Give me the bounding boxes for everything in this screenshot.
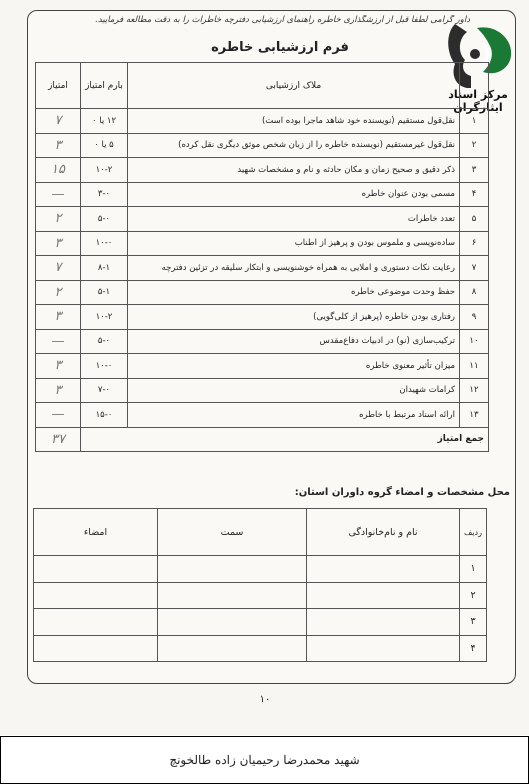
criterion-number: ۲ [460, 133, 489, 158]
criterion-text: کرامات شهیدان [128, 378, 460, 403]
criterion-score: ۳ [36, 133, 81, 158]
criterion-text: مسمی بودن عنوان خاطره [128, 182, 460, 207]
jury-col-row: ردیف [460, 509, 487, 556]
criterion-range: ۱۰-۲ [81, 305, 128, 330]
intro-text: داور گرامی لطفاً قبل از ارزشگذاری خاطره راهنمای ارزشیابی دفترچه خاطرات را به دقت مطالعه فرمایید. [95, 15, 470, 25]
criterion-text: رفتاری بودن خاطره (پرهیز از کلی‌گویی) [128, 305, 460, 330]
total-label: جمع امتیاز [81, 427, 489, 452]
criterion-number: ۱۲ [460, 378, 489, 403]
jury-sign-cell[interactable] [34, 609, 158, 636]
evaluation-row [36, 231, 489, 256]
criterion-text: رعایت نکات دستوری و املایی به همراه خوشنویسی و ابتکار سلیقه در تزئین دفترچه [128, 256, 460, 281]
criterion-number: ۱ [460, 109, 489, 134]
jury-row-number: ۴ [460, 635, 487, 662]
jury-col-sign: امضاء [34, 509, 158, 556]
page-number: ۱۰ [259, 694, 271, 705]
criterion-score: — [36, 403, 81, 428]
criterion-score: ۳ [36, 354, 81, 379]
criterion-text: ترکیب‌سازی (نو) در ادبیات دفاع‌مقدس [128, 329, 460, 354]
criterion-number: ۴ [460, 182, 489, 207]
jury-row-number: ۲ [460, 582, 487, 609]
criterion-range: ۵ یا ۰ [81, 133, 128, 158]
jury-name-cell[interactable] [307, 635, 460, 662]
col-score-header: امتیاز [36, 63, 81, 109]
criterion-range: ۱۰-۲ [81, 158, 128, 183]
criterion-range: ۵-۱ [81, 280, 128, 305]
jury-row-number: ۳ [460, 609, 487, 636]
criterion-score: ۲ [36, 280, 81, 305]
evaluation-row [36, 133, 489, 158]
criterion-text: ذکر دقیق و صحیح زمان و مکان حادثه و نام و مشخصات شهید [128, 158, 460, 183]
evaluation-row [36, 305, 489, 330]
jury-row [34, 609, 487, 636]
evaluation-row [36, 329, 489, 354]
jury-header-row [34, 509, 487, 556]
criterion-text: حفظ وحدت موضوعی خاطره [128, 280, 460, 305]
jury-sign-cell[interactable] [34, 582, 158, 609]
criterion-number: ۷ [460, 256, 489, 281]
col-criteria-header: ملاک ارزشیابی [128, 63, 460, 109]
criterion-score: — [36, 329, 81, 354]
jury-name-cell[interactable] [307, 582, 460, 609]
criterion-score: ۳ [36, 231, 81, 256]
jury-section-title: محل مشخصات و امضاء گروه داوران استان: [294, 487, 510, 498]
criterion-score: ۲ [36, 207, 81, 232]
evaluation-body [36, 109, 489, 428]
jury-body [34, 556, 487, 662]
criterion-number: ۱۱ [460, 354, 489, 379]
jury-post-cell[interactable] [158, 582, 307, 609]
criterion-number: ۱۰ [460, 329, 489, 354]
total-row [36, 427, 489, 452]
criterion-range: ۱۰-۰ [81, 354, 128, 379]
jury-sign-cell[interactable] [34, 635, 158, 662]
col-num-header [460, 63, 489, 109]
jury-name-cell[interactable] [307, 609, 460, 636]
criterion-range: ۱۲ یا ۰ [81, 109, 128, 134]
criterion-range: ۱۰-۰ [81, 231, 128, 256]
criterion-score: ۷ [36, 256, 81, 281]
jury-col-name: نام و نام‌خانوادگی [307, 509, 460, 556]
evaluation-table [35, 62, 489, 452]
evaluation-row [36, 158, 489, 183]
col-range-header: بارم امتیاز [81, 63, 128, 109]
criterion-range: ۵-۰ [81, 329, 128, 354]
evaluation-row [36, 109, 489, 134]
criterion-score: ۷ [36, 109, 81, 134]
jury-row [34, 582, 487, 609]
criterion-score: — [36, 182, 81, 207]
evaluation-row [36, 207, 489, 232]
criterion-number: ۵ [460, 207, 489, 232]
evaluation-row [36, 378, 489, 403]
caption-text: شهید محمدرضا رحیمیان زاده طالخونچ [169, 753, 360, 767]
criterion-score: ۱۵ [36, 158, 81, 183]
criterion-number: ۳ [460, 158, 489, 183]
form-title: فرم ارزشیابی خاطره [211, 40, 349, 55]
evaluation-header-row [36, 63, 489, 109]
evaluation-row [36, 403, 489, 428]
criterion-range: ۷-۰ [81, 378, 128, 403]
criterion-score: ۳ [36, 378, 81, 403]
criterion-text: میزان تأثیر معنوی خاطره [128, 354, 460, 379]
criterion-number: ۸ [460, 280, 489, 305]
jury-post-cell[interactable] [158, 635, 307, 662]
criterion-range: ۵-۰ [81, 207, 128, 232]
criterion-number: ۹ [460, 305, 489, 330]
criterion-number: ۱۳ [460, 403, 489, 428]
logo-caption: مرکز اسناد ایثارگران [448, 88, 508, 114]
total-score: ۳۷ [36, 427, 81, 452]
criterion-range: ۳-۰ [81, 182, 128, 207]
criterion-range: ۱۵-۰ [81, 403, 128, 428]
jury-row-number: ۱ [460, 556, 487, 583]
criterion-number: ۶ [460, 231, 489, 256]
criterion-text: نقل‌قول مستقیم (نویسنده خود شاهد ماجرا بوده است) [128, 109, 460, 134]
jury-row [34, 556, 487, 583]
jury-row [34, 635, 487, 662]
jury-post-cell[interactable] [158, 556, 307, 583]
jury-col-post: سمت [158, 509, 307, 556]
jury-name-cell[interactable] [307, 556, 460, 583]
evaluation-row [36, 280, 489, 305]
jury-sign-cell[interactable] [34, 556, 158, 583]
criterion-range: ۸-۱ [81, 256, 128, 281]
criterion-text: نقل‌قول غیرمستقیم (نویسنده خاطره را از زبان شخص موثق دیگری نقل کرده) [128, 133, 460, 158]
evaluation-row [36, 182, 489, 207]
caption-box [0, 736, 529, 784]
evaluation-row [36, 354, 489, 379]
evaluation-row [36, 256, 489, 281]
criterion-score: ۳ [36, 305, 81, 330]
criterion-text: ارائه اسناد مرتبط با خاطره [128, 403, 460, 428]
criterion-text: تعدد خاطرات [128, 207, 460, 232]
jury-table [33, 508, 487, 662]
criterion-text: ساده‌نویسی و ملموس بودن و پرهیز از اطناب [128, 231, 460, 256]
jury-post-cell[interactable] [158, 609, 307, 636]
